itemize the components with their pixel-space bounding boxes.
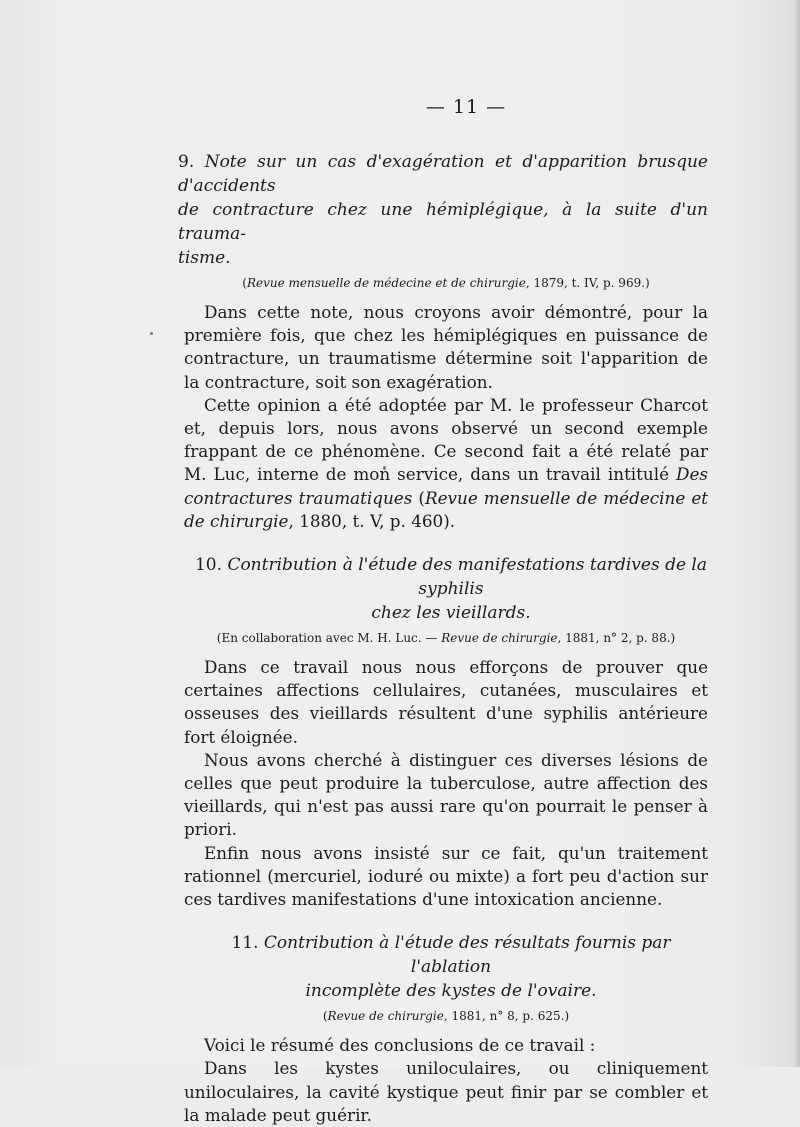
entry-10-heading <box>184 553 708 625</box>
entry-10-paragraph-1: Dans ce travail nous nous efforçons de prouver que certaines affections cellulaires, cutanées, musculaires et osseuses des vieillards résultent d'une syphilis antérieure fort éloignée. <box>184 657 708 747</box>
entry-9-reference <box>184 275 708 291</box>
entry-9-title-line-1: Note sur un cas d'exagération et d'apparition brusque d'accidents <box>178 152 708 196</box>
cited-title: Des contractures traumatiques <box>184 464 708 508</box>
entry-9-title-line-2: de contracture chez une hémiplégique, à la suite d'un trauma- <box>178 200 708 244</box>
spacer <box>184 911 708 931</box>
entry-10-journal: Revue de chirurgie <box>441 631 558 646</box>
scan-speck <box>150 332 153 335</box>
entry-9 <box>178 150 708 533</box>
entry-10-paragraph-3: Enfin nous avons insisté sur ce fait, qu'un traitement rationnel (mercuriel, ioduré ou mixte) a fort peu d'action sur ces tardives manifestations d'une intoxication ancienne. <box>184 842 708 910</box>
text-run: ( <box>412 487 425 508</box>
entry-9-paragraph-2 <box>184 394 708 533</box>
text-run: , 1880, t. V, p. 460). <box>288 510 456 531</box>
entry-11-paragraph-1: Voici le résumé des conclusions de ce travail : <box>204 1035 596 1056</box>
entry-10-number: 10. <box>194 555 223 576</box>
entry-11-number: 11. <box>231 933 259 954</box>
entry-10-reference <box>184 630 708 646</box>
entry-11-reference <box>184 1008 708 1024</box>
entry-10-paragraph-2: Nous avons cherché à distinguer ces diverses lésions de celles que peut produire la tuberculose, autre affection des vieillards, qui n'est pas aussi rare qu'on pourrait le penser à priori. <box>184 749 708 840</box>
entry-11 <box>184 931 708 1127</box>
page-content <box>178 96 708 1127</box>
entry-9-journal: Revue mensuelle de médecine et de chirurgie <box>246 276 526 290</box>
entry-11-ref-details: , 1881, n° 8, p. 625.) <box>443 1009 570 1024</box>
entry-10-ref-a: (En collaboration avec M. H. Luc. — <box>216 631 442 646</box>
entry-10-title-line-2: chez les vieillards. <box>371 603 531 624</box>
entry-9-heading <box>178 150 708 270</box>
entry-10 <box>184 553 708 911</box>
entry-11-title-line-2: incomplète des kystes de l'ovaire. <box>305 981 597 1002</box>
ref-open: ( <box>322 1009 328 1024</box>
cited-journal: Revue mensuelle de médecine et de chirurgie <box>184 487 708 531</box>
page-number: — 11 — <box>425 96 507 118</box>
ref-open: ( <box>242 276 247 290</box>
entry-9-title-line-3: tisme. <box>178 248 231 268</box>
entry-11-heading <box>184 931 708 1003</box>
entry-11-journal: Revue de chirurgie <box>327 1009 444 1024</box>
entry-9-number: 9. <box>178 152 195 172</box>
entry-11-title-line-1: Contribution à l'étude des résultats fournis par l'ablation <box>263 933 671 978</box>
page-edge-shadow <box>794 0 800 1067</box>
entry-10-ref-b: , 1881, n° 2, p. 88.) <box>557 631 676 646</box>
entry-11-paragraph-2: Dans les kystes uniloculaires, ou cliniquement uniloculaires, la cavité kystique peut finir par se combler et la malade peut guérir. <box>184 1058 708 1125</box>
text-run: Cette opinion a été adoptée par M. le professeur Charcot et, depuis lors, nous avons observé un second exemple frappant de ce phénomène. Ce second fait a été relaté par M. Luc, interne de mon service, dans un travail intitulé <box>184 394 708 485</box>
entry-9-ref-details: , 1879, t. IV, p. 969.) <box>525 276 650 290</box>
entry-10-title-line-1: Contribution à l'étude des manifestations tardives de la syphilis <box>227 555 708 600</box>
spacer <box>184 533 708 553</box>
entry-9-paragraph-1: Dans cette note, nous croyons avoir démontré, pour la première fois, que chez les hémiplégiques en puissance de contracture, un traumatisme détermine soit l'apparition de la contracture, soit son exagération. <box>184 302 708 392</box>
